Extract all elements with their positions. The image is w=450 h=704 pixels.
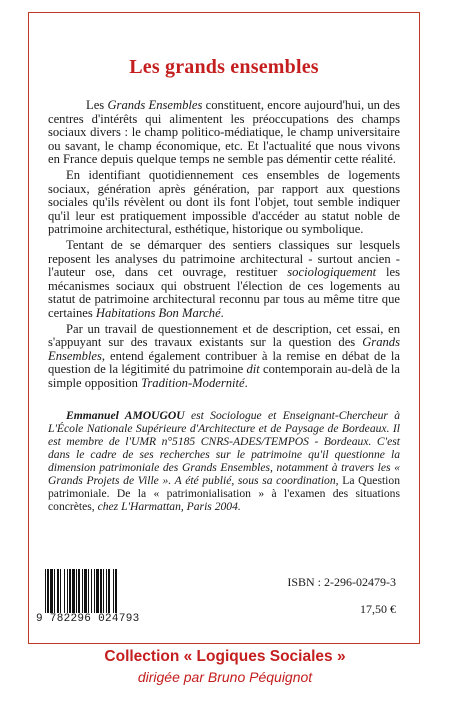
barcode-bar	[115, 569, 117, 613]
book-reference: La Question patrimoniale. De la « patrimonialisation » à l'examen des situations concrètes,	[48, 474, 400, 513]
text-span: .	[244, 375, 248, 390]
text-span: .	[220, 305, 224, 320]
price: 17,50 €	[360, 602, 396, 616]
emphasis: sociologiquement	[287, 265, 377, 280]
text-span: Tentant de se démarquer des sentiers classiques sur lesquels reposent les analyses du patrimoine architectural - surtout ancien - l'auteur ose, dans cet ouvrage, restituer	[48, 237, 400, 280]
emphasis: Habitations Bon Marché	[95, 305, 221, 320]
collection-director: dirigée par Bruno Péquignot	[137, 669, 313, 685]
barcode-bar	[76, 569, 77, 613]
barcode-bar	[84, 569, 87, 613]
barcode-bar	[82, 569, 83, 613]
emphasis: Grands Ensembles	[107, 98, 203, 112]
text-span: est Sociologue et Enseignant-Chercheur à L'École Nationale Supérieure d'Architecture et de Paysage de Bordeaux. Il est membre de l'UMR n°5185 CNRS-ADES/TEMPOS - Bordeaux. C'est dans le cadre de ses recherches sur le patrimoine qu'il questionne la dimension patrimoniale des Grands Ensembles, notamment à travers les « Grands Projets de Ville ». A été publié, sous sa coordination,	[48, 409, 401, 487]
barcode-bar	[69, 569, 71, 613]
paragraph-2: En identifiant quotidiennement ces ensembles de logements sociaux, génération après génération, par rapport aux questions sociales qu'ils révèlent ou dont ils font l'objet, tout semble indiquer qu'il leur est pratiquement impossible d'accéder au statut noble de patrimoine architectural, esthétique, historique ou symbolique.	[48, 167, 400, 237]
barcode-bar	[96, 569, 99, 613]
text-span: les mécanismes sociaux qui obstruent l'élection de ces logements au statut de patrimoine architectural reconnu par tous au même titre que certaines	[48, 265, 401, 320]
barcode-bar	[57, 569, 59, 613]
barcode-bar	[103, 569, 104, 613]
text-span: , entend également contribuer à la remise en débat de la question de la légitimité du patrimoine	[48, 348, 400, 377]
barcode-bar	[78, 569, 80, 613]
emphasis: Grands Ensembles	[48, 335, 400, 363]
barcode-bar	[50, 569, 53, 613]
text-span: Par un travail de questionnement et de description, cet essai, en s'appuyant sur des travaux existants sur la question des	[48, 321, 400, 350]
barcode-bar	[113, 569, 114, 613]
text-span: constituent, encore aujourd'hui, un des centres d'intérêts qui alimentent les préoccupations des champs sociaux divers : le champ politico-médiatique, le champ universitaire ou savant, le champ économique, etc. Et l'actualité que nous vivons en France depuis quelque temps ne semble pas démentir cette réalité.	[48, 98, 400, 167]
barcode-bar	[108, 569, 110, 613]
barcode-bar	[60, 569, 61, 613]
book-title: Les grands ensembles	[129, 56, 319, 78]
paragraph-4	[48, 323, 400, 391]
author-name: Emmanuel AMOUGOU	[66, 409, 185, 423]
author-bio	[48, 410, 400, 513]
text-span: contemporain au-delà de la simple opposition	[48, 362, 400, 390]
barcode-bar	[47, 569, 49, 613]
emphasis: Tradition-Modernité	[141, 375, 245, 390]
emphasis: dit	[246, 362, 260, 377]
barcode-bar	[72, 569, 75, 613]
barcode-bar	[91, 569, 92, 613]
barcode-bar	[64, 569, 65, 613]
paragraph-1	[48, 99, 400, 167]
barcode-digits: 9 782296 024793	[36, 613, 140, 625]
barcode-bar	[67, 569, 68, 613]
paragraph-3	[48, 239, 400, 321]
barcode-bar	[94, 569, 95, 613]
barcode-bar	[88, 569, 89, 613]
barcode-bar	[106, 569, 107, 613]
barcode	[44, 569, 156, 613]
back-cover-text	[48, 99, 400, 514]
barcode-bar	[54, 569, 55, 613]
text-span: Les	[86, 98, 108, 112]
barcode-bar	[45, 569, 46, 613]
collection-name: Collection « Logiques Sociales »	[104, 648, 346, 665]
isbn: ISBN : 2-296-02479-3	[287, 575, 396, 589]
text-span: chez L'Harmattan, Paris 2004.	[94, 499, 241, 513]
barcode-bar	[100, 569, 102, 613]
